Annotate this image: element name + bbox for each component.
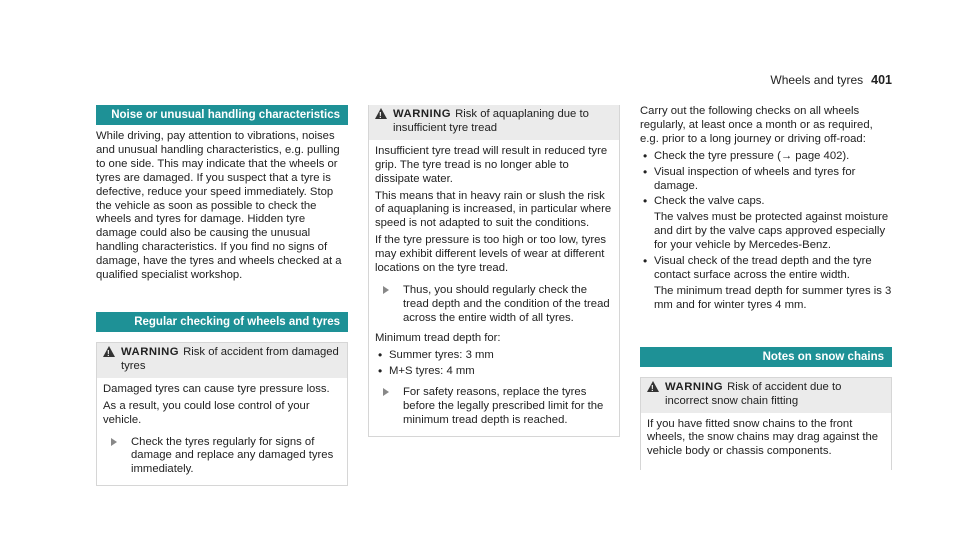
action-step (103, 436, 341, 478)
list-item-text: Visual check of the tread depth and the tyre contact surface across the entire width. (654, 255, 872, 281)
action-step-text: For safety reasons, replace the tyres before the legally prescribed limit for the minimum tread depth is reached. (403, 386, 604, 427)
warning-heading: Risk of aquaplaning due to insufficient tyre tread (393, 108, 589, 134)
action-step (375, 386, 613, 428)
warning-label: WARNING (665, 380, 724, 393)
column-1 (96, 105, 348, 486)
warning-heading: Risk of accident due to incorrect snow chain fitting (665, 380, 842, 407)
warning-header (369, 105, 619, 140)
warning-header (97, 343, 347, 378)
column-3 (640, 105, 892, 470)
noise-paragraph: While driving, pay attention to vibrations, noises and unusual handling characteristics, e.g. pulling to one side. This may indicate that the wheels or tyres are damaged. If you suspect that a tyre is defective, reduce your speed immediately. Stop the vehicle as soon as possible to check the wheels and tyres for damage. Hidden tyre damage could also be causing the unusual handling characteristics. If you find no signs of damage, have the tyres and wheels checked at a qualified specialist workshop. (96, 130, 342, 282)
warning-box-aquaplaning (368, 105, 620, 437)
list-item-subtext: The valves must be protected against moisture and dirt by the valve caps approved especially for your vehicle by Mercedes-Benz. (654, 211, 889, 252)
min-tread-list (375, 349, 613, 379)
warning-paragraph: Insufficient tyre tread will result in reduced tyre grip. The tyre tread is no longer able to dissipate water. (375, 144, 608, 185)
column-2 (368, 105, 620, 437)
min-tread-label: Minimum tread depth for: (375, 331, 501, 344)
page-number: 401 (871, 73, 892, 87)
warning-label: WARNING (393, 108, 452, 120)
warning-triangle-icon (647, 381, 659, 392)
warning-paragraph: If the tyre pressure is too high or too low, tyres may exhibit different levels of wear at different locations on the tyre tread. (375, 234, 607, 275)
noise-section-title: Noise or unusual handling characteristics (96, 105, 348, 125)
snow-chains-section-title: Notes on snow chains (640, 347, 892, 367)
list-item: • Summer tyres: 3 mm (375, 349, 613, 363)
warning-paragraph: This means that in heavy rain or slush the risk of aquaplaning is increased, in particular where speed is not adapted to suit the conditions. (375, 189, 612, 230)
warning-triangle-icon (375, 108, 387, 119)
arrow-right-icon (383, 286, 389, 294)
warning-body (641, 413, 891, 471)
list-item (640, 255, 892, 313)
list-item (640, 150, 892, 164)
regular-check-section-title: Regular checking of wheels and tyres (96, 312, 348, 332)
warning-paragraph: Damaged tyres can cause tyre pressure loss. (103, 382, 330, 395)
list-item (640, 195, 892, 253)
list-item-text: Visual inspection of wheels and tyres for damage. (654, 165, 856, 192)
list-item-subtext: The minimum tread depth for summer tyres is 3 mm and for winter tyres 4 mm. (654, 284, 892, 311)
section-title: Wheels and tyres (770, 73, 864, 87)
checks-list (640, 150, 892, 313)
warning-body (369, 140, 619, 436)
action-step-text: Thus, you should regularly check the tread depth and the condition of the tread across the entire width of all tyres. (403, 283, 610, 324)
warning-triangle-icon (103, 346, 115, 357)
warning-label: WARNING (121, 345, 180, 358)
warning-paragraph: If you have fitted snow chains to the front wheels, the snow chains may drag against the vehicle body or chassis components. (647, 417, 879, 458)
action-step-text: Check the tyres regularly for signs of damage and replace any damaged tyres immediately. (131, 435, 334, 476)
list-item-text: Check the valve caps. (654, 195, 765, 208)
list-item: • M+S tyres: 4 mm (375, 365, 613, 379)
warning-heading: Risk of accident from damaged tyres (121, 345, 339, 372)
arrow-right-icon (383, 388, 389, 396)
warning-box-snow-chains (640, 377, 892, 471)
warning-box-damaged-tyres (96, 342, 348, 486)
arrow-right-icon (111, 438, 117, 446)
list-item (640, 166, 892, 194)
warning-paragraph: As a result, you could lose control of your vehicle. (103, 399, 310, 426)
checks-intro: Carry out the following checks on all wheels regularly, at least once a month or as required, e.g. prior to a long journey or driving off-road: (640, 105, 873, 145)
warning-header (641, 378, 891, 413)
action-step (375, 284, 613, 326)
warning-body (97, 378, 347, 485)
list-item-text: Check the tyre pressure (→ page 402). (654, 149, 850, 162)
page-header (770, 73, 892, 87)
